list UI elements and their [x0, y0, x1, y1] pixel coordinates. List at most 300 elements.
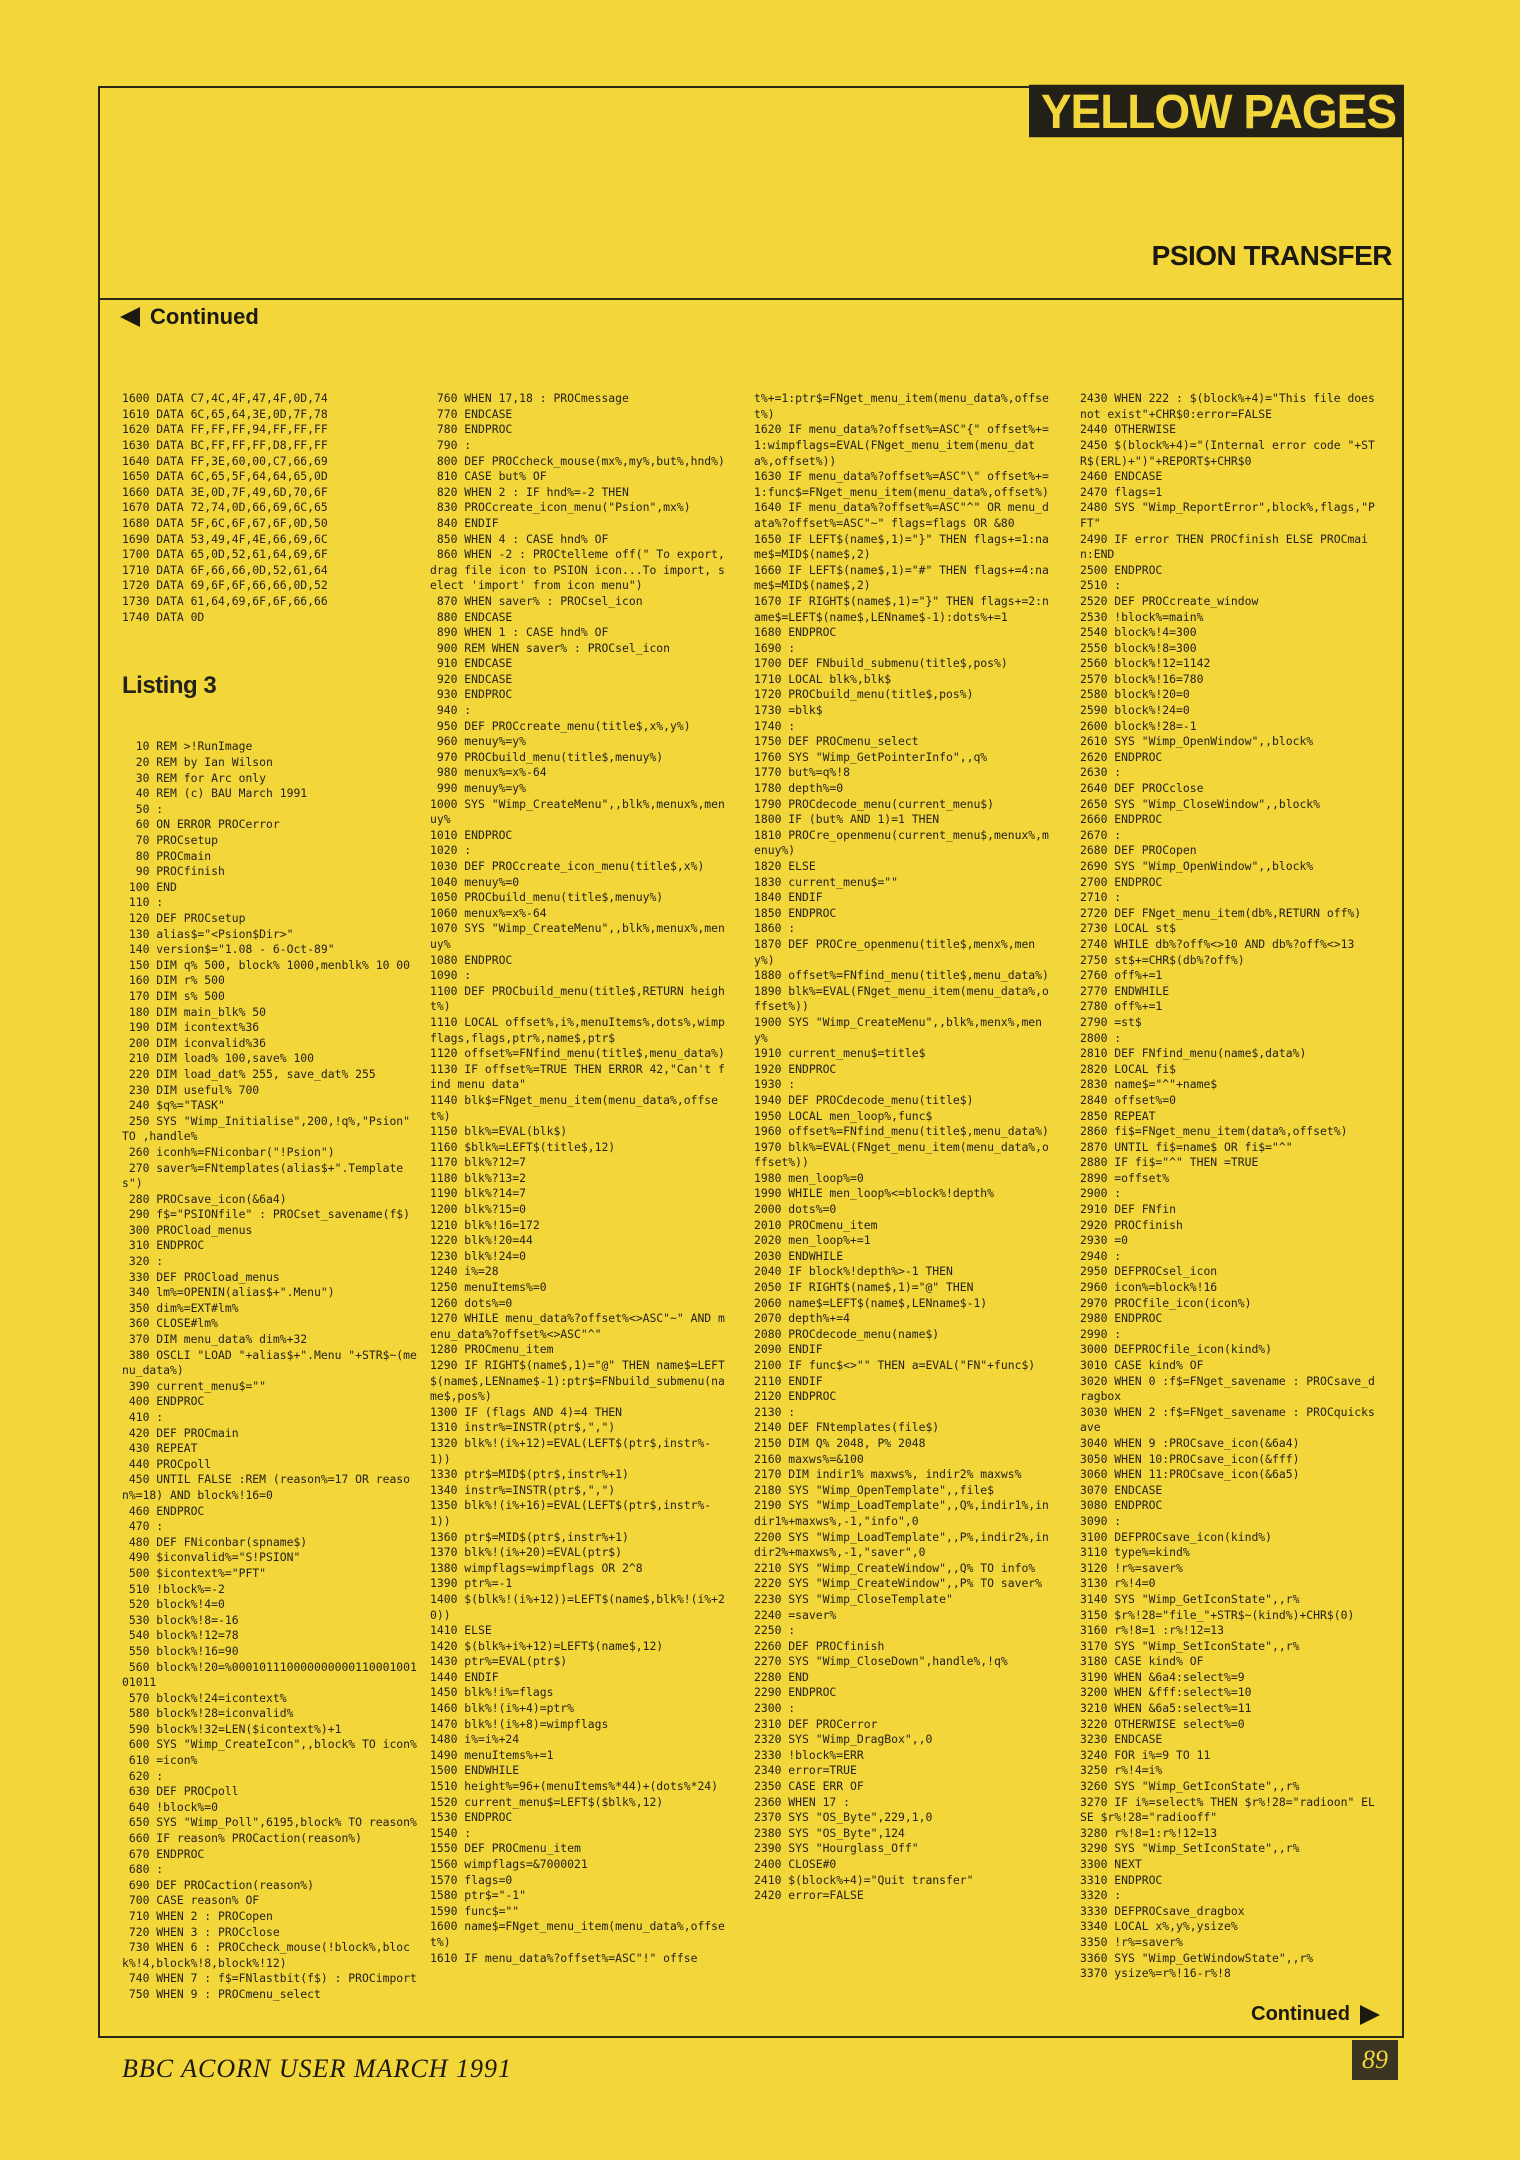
code-line: 1720 PROCbuild_menu(title$,pos%) [754, 687, 974, 702]
code-line: 430 REPEAT [122, 1441, 198, 1456]
continued-from-previous [120, 304, 259, 330]
code-line: 1770 but%=q%!8 [754, 765, 851, 780]
code-line: 2270 SYS "Wimp_CloseDown",handle%,!q% [754, 1654, 1008, 1669]
code-line: 1630 IF menu_data%?offset%=ASC"\" offset%+=1:func$=FNget_menu_item(menu_data%,offset%) [754, 469, 1049, 499]
code-line: 2950 DEFPROCsel_icon [1080, 1264, 1218, 1279]
code-line: 2040 IF block%!depth%>-1 THEN [754, 1264, 953, 1279]
code-line: 400 ENDPROC [122, 1394, 205, 1409]
code-line: 1420 $(blk%+i%+12)=LEFT$(name$,12) [430, 1638, 664, 1653]
code-line: 1470 blk%!(i%+8)=wimpflags [430, 1716, 609, 1731]
code-block-listing3 [122, 739, 418, 2002]
code-line: 1120 offset%=FNfind_menu(title$,menu_data%) [430, 1046, 725, 1061]
code-line: 210 DIM load% 100,save% 100 [122, 1051, 315, 1066]
code-line: 1450 blk%!i%=flags [430, 1685, 554, 1700]
code-line: 1740 : [754, 718, 796, 733]
code-line: 1060 menux%=x%-64 [430, 905, 547, 920]
code-line: 490 $iconvalid%="S!PSION" [122, 1550, 301, 1565]
code-line: 2360 WHEN 17 : [754, 1794, 851, 1809]
code-line: 2410 $(block%+4)="Quit transfer" [754, 1872, 974, 1887]
code-line: 2980 ENDPROC [1080, 1311, 1163, 1326]
code-line: 1370 blk%!(i%+20)=EVAL(ptr$) [430, 1545, 623, 1560]
code-line: 2600 block%!28=-1 [1080, 718, 1197, 733]
code-line: 1040 menuy%=0 [430, 874, 520, 889]
code-line: 2070 depth%+=4 [754, 1311, 851, 1326]
code-line: 2930 =0 [1080, 1233, 1129, 1248]
code-line: 2780 off%+=1 [1080, 999, 1163, 1014]
yellow-pages-tag: YELLOW PAGES [1029, 85, 1404, 138]
code-line: 1590 func$="" [430, 1903, 520, 1918]
code-line: 1890 blk%=EVAL(FNget_menu_item(menu_data%,offset%)) [754, 983, 1049, 1014]
code-line: 3150 $r%!28="file_"+STR$~(kind%)+CHR$(0) [1080, 1607, 1355, 1622]
code-line: 1050 PROCbuild_menu(title$,menuy%) [430, 890, 664, 905]
code-line: 3260 SYS "Wimp_GetIconState",,r% [1080, 1779, 1300, 1794]
code-line: 2330 !block%=ERR [754, 1747, 864, 1762]
code-line: 3300 NEXT [1080, 1857, 1142, 1871]
code-line: 3210 WHEN &6a5:select%=11 [1080, 1701, 1252, 1716]
code-line: 1730 =blk$ [754, 703, 823, 718]
code-line: 1160 $blk%=LEFT$(title$,12) [430, 1139, 616, 1154]
code-line: 1080 ENDPROC [430, 952, 513, 967]
code-line: 1530 ENDPROC [430, 1810, 513, 1825]
code-line: 1350 blk%!(i%+16)=EVAL(LEFT$(ptr$,instr%-1)) [430, 1498, 712, 1528]
code-line: 2340 error=TRUE [754, 1763, 857, 1778]
code-line: 3270 IF i%=select% THEN $r%!28="radioon" ELSE $r%!28="radiooff" [1080, 1794, 1375, 1825]
code-line: 1640 IF menu_data%?offset%=ASC"^" OR menu_data%?offset%=ASC"~" flags=flags OR &80 [754, 500, 1049, 530]
code-line: 2450 $(block%+4)="(Internal error code "+STR$(ERL)+")"+REPORT$+CHR$0 [1080, 437, 1375, 468]
code-line: 1650 IF LEFT$(name$,1)="}" THEN flags+=1:name$=MID$(name$,2) [754, 531, 1049, 562]
code-line: 2320 SYS "Wimp_DragBox",,0 [754, 1732, 933, 1747]
code-line: 2440 OTHERWISE [1080, 422, 1177, 437]
code-line: 390 current_menu$="" [122, 1378, 267, 1393]
code-line: 310 ENDPROC [122, 1238, 205, 1253]
code-line: 60 ON ERROR PROCerror [122, 817, 280, 832]
code-line: 2820 LOCAL fi$ [1080, 1061, 1177, 1076]
code-line: 470 : [122, 1519, 164, 1534]
code-line: 730 WHEN 6 : PROCcheck_mouse(!block%,block%!4,block%!8,block%!12) [122, 1940, 411, 1970]
code-line: 2370 SYS "OS_Byte",229,1,0 [754, 1810, 933, 1825]
code-line: 3330 DEFPROCsave_dragbox [1080, 1903, 1245, 1918]
continued-label-top: Continued [150, 304, 259, 329]
code-line: 850 WHEN 4 : CASE hnd% OF [430, 531, 609, 546]
code-line: 3010 CASE kind% OF [1080, 1358, 1204, 1372]
code-line: 790 : [430, 437, 472, 452]
code-line: 3370 ysize%=r%!16-r%!8 [1080, 1966, 1231, 1981]
code-line: t%+=1:ptr$=FNget_menu_item(menu_data%,offset%) [754, 391, 1049, 421]
code-line: 250 SYS "Wimp_Initialise",200,!q%,"Psion" TO ,handle% [122, 1113, 417, 1144]
code-line: 340 lm%=OPENIN(alias$+".Menu") [122, 1285, 335, 1300]
code-line: 3130 r%!4=0 [1080, 1576, 1156, 1591]
code-line: 1270 WHILE menu_data%?offset%<>ASC"~" AND menu_data%?offset%<>ASC"^" [430, 1311, 725, 1341]
code-line: 170 DIM s% 500 [122, 988, 225, 1003]
code-line: 90 PROCfinish [122, 864, 225, 879]
code-line: 1620 DATA FF,FF,FF,94,FF,FF,FF [122, 422, 328, 437]
code-line: 3280 r%!8=1:r%!12=13 [1080, 1825, 1218, 1840]
code-line: 630 DEF PROCpoll [122, 1784, 239, 1799]
code-line: 2530 !block%=main% [1080, 609, 1204, 624]
code-line: 3110 type%=kind% [1080, 1545, 1190, 1560]
code-block [430, 391, 732, 1966]
code-line: 350 dim%=EXT#lm% [122, 1300, 239, 1315]
code-line: 2800 : [1080, 1030, 1122, 1045]
code-line: 1030 DEF PROCcreate_icon_menu(title$,x%) [430, 859, 705, 873]
code-line: 1150 blk%=EVAL(blk$) [430, 1124, 568, 1139]
code-line: 1870 DEF PROCre_openmenu(title$,menx%,meny%) [754, 936, 1036, 967]
code-line: 1280 PROCmenu_item [430, 1342, 554, 1357]
code-line: 2170 DIM indir1% maxws%, indir2% maxws% [754, 1467, 1022, 1482]
code-line: 1340 instr%=INSTR(ptr$,",") [430, 1482, 616, 1497]
code-line: 2160 maxws%=&100 [754, 1451, 864, 1466]
code-column-1 [122, 360, 418, 2034]
code-line: 1190 blk%?14=7 [430, 1186, 527, 1201]
code-line: 520 block%!4=0 [122, 1597, 225, 1612]
code-line: 620 : [122, 1768, 164, 1783]
code-line: 300 PROCload_menus [122, 1222, 253, 1237]
code-line: 1180 blk%?13=2 [430, 1170, 527, 1185]
code-line: 1580 ptr$="-1" [430, 1888, 527, 1903]
code-block [754, 391, 1050, 1904]
code-line: 1800 IF (but% AND 1)=1 THEN [754, 812, 940, 827]
code-line: 910 ENDCASE [430, 656, 513, 671]
code-line: 2020 men_loop%+=1 [754, 1233, 871, 1248]
code-line: 1810 PROCre_openmenu(current_menu$,menux%,menuy%) [754, 827, 1049, 858]
code-line: 420 DEF PROCmain [122, 1425, 239, 1440]
code-line: 440 PROCpoll [122, 1456, 212, 1471]
code-line: 1760 SYS "Wimp_GetPointerInfo",,q% [754, 749, 988, 764]
code-line: 1250 menuItems%=0 [430, 1280, 547, 1295]
code-line: 1910 current_menu$=title$ [754, 1046, 926, 1061]
code-line: 410 : [122, 1410, 164, 1424]
code-line: 2460 ENDCASE [1080, 469, 1163, 484]
header-band [100, 83, 1402, 300]
code-column-4 [1080, 360, 1382, 2013]
code-line: 370 DIM menu_data% dim%+32 [122, 1332, 308, 1347]
code-line: 2870 UNTIL fi$=name$ OR fi$="^" [1080, 1139, 1293, 1154]
code-line: 2290 ENDPROC [754, 1685, 837, 1700]
code-line: 930 ENDPROC [430, 687, 513, 702]
code-line: 1980 men_loop%=0 [754, 1170, 864, 1185]
code-line: 2180 SYS "Wimp_OpenTemplate",,file$ [754, 1482, 995, 1497]
code-line: 2130 : [754, 1404, 796, 1419]
page-frame [98, 83, 1404, 2038]
code-line: 1540 : [430, 1825, 472, 1840]
code-line: 260 iconh%=FNiconbar("!Psion") [122, 1144, 335, 1159]
code-line: 3070 ENDCASE [1080, 1482, 1163, 1497]
code-line: 840 ENDIF [430, 515, 499, 530]
code-line: 970 PROCbuild_menu(title$,menuy%) [430, 749, 664, 764]
code-line: 2670 : [1080, 827, 1122, 842]
code-line: 2250 : [754, 1623, 796, 1638]
code-line: 1830 current_menu$="" [754, 874, 899, 889]
code-line: 2030 ENDWHILE [754, 1248, 844, 1263]
code-line: 1440 ENDIF [430, 1669, 499, 1684]
code-line: 640 !block%=0 [122, 1799, 219, 1814]
code-line: 1650 DATA 6C,65,5F,64,64,65,0D [122, 469, 328, 484]
code-line: 1710 LOCAL blk%,blk$ [754, 671, 892, 686]
code-line: 1600 DATA C7,4C,4F,47,4F,0D,74 [122, 391, 328, 406]
section-title: PSION TRANSFER [1151, 240, 1392, 271]
code-line: 2310 DEF PROCerror [754, 1716, 878, 1731]
code-line: 2790 =st$ [1080, 1014, 1142, 1029]
code-line: 1660 DATA 3E,0D,7F,49,6D,70,6F [122, 484, 328, 499]
code-line: 870 WHEN saver% : PROCsel_icon [430, 593, 643, 608]
code-line: 1260 dots%=0 [430, 1295, 513, 1310]
code-line: 1170 blk%?12=7 [430, 1155, 527, 1170]
code-line: 450 UNTIL FALSE :REM (reason%=17 OR reason%=18) AND block%!16=0 [122, 1472, 411, 1502]
code-line: 2500 ENDPROC [1080, 562, 1163, 577]
code-line: 3200 WHEN &fff:select%=10 [1080, 1685, 1252, 1700]
code-line: 3320 : [1080, 1888, 1122, 1903]
code-line: 3360 SYS "Wimp_GetWindowState",,r% [1080, 1950, 1314, 1965]
code-line: 1620 IF menu_data%?offset%=ASC"{" offset%+=1:wimpflags=EVAL(FNget_menu_item(menu_data%,offset%)) [754, 422, 1049, 468]
code-line: 3000 DEFPROCfile_icon(kind%) [1080, 1342, 1273, 1357]
code-line: 1930 : [754, 1077, 796, 1092]
code-line: 2690 SYS "Wimp_OpenWindow",,block% [1080, 859, 1314, 873]
code-line: 2710 : [1080, 890, 1122, 905]
code-line: 2660 ENDPROC [1080, 812, 1163, 827]
code-line: 2650 SYS "Wimp_CloseWindow",,block% [1080, 796, 1321, 811]
code-line: 140 version$="1.08 - 6-Oct-89" [122, 942, 335, 957]
listing-heading: Listing 3 [122, 672, 217, 700]
code-line: 2860 fi$=FNget_menu_item(data%,offset%) [1080, 1124, 1348, 1139]
code-line: 2630 : [1080, 765, 1122, 780]
code-line: 2060 name$=LEFT$(name$,LENname$-1) [754, 1295, 988, 1310]
code-line: 2430 WHEN 222 : $(block%+4)="This file does not exist"+CHR$0:error=FALSE [1080, 391, 1382, 421]
code-line: 2960 icon%=block%!16 [1080, 1280, 1218, 1295]
code-line: 1570 flags=0 [430, 1872, 513, 1887]
code-line: 3140 SYS "Wimp_GetIconState",,r% [1080, 1591, 1300, 1606]
code-line: 2420 error=FALSE [754, 1888, 864, 1903]
code-line: 2390 SYS "Hourglass_Off" [754, 1841, 919, 1856]
code-line: 3230 ENDCASE [1080, 1732, 1163, 1747]
code-line: 900 REM WHEN saver% : PROCsel_icon [430, 640, 671, 655]
code-line: 2770 ENDWHILE [1080, 983, 1170, 998]
code-line: 1210 blk%!16=172 [430, 1217, 540, 1232]
code-line: 460 ENDPROC [122, 1503, 205, 1518]
code-line: 690 DEF PROCaction(reason%) [122, 1877, 315, 1892]
code-line: 680 : [122, 1862, 164, 1877]
code-line: 2880 IF fi$="^" THEN =TRUE [1080, 1155, 1259, 1170]
code-line: 3090 : [1080, 1513, 1122, 1528]
code-line: 1380 wimpflags=wimpflags OR 2^8 [430, 1560, 643, 1575]
code-line: 1390 ptr%=-1 [430, 1576, 513, 1591]
code-line: 1330 ptr$=MID$(ptr$,instr%+1) [430, 1467, 629, 1482]
code-line: 2240 =saver% [754, 1607, 837, 1622]
code-line: 1000 SYS "Wimp_CreateMenu",,blk%,menux%,menuy% [430, 796, 725, 827]
code-line: 290 f$="PSIONfile" : PROCset_savename(f$) [122, 1207, 411, 1222]
code-line: 80 PROCmain [122, 848, 212, 863]
code-line: 1310 instr%=INSTR(ptr$,",") [430, 1420, 616, 1435]
code-line: 2970 PROCfile_icon(icon%) [1080, 1295, 1252, 1310]
code-line: 2620 ENDPROC [1080, 749, 1163, 764]
code-line: 760 WHEN 17,18 : PROCmessage [430, 391, 629, 406]
code-line: 120 DEF PROCsetup [122, 911, 246, 925]
code-line: 2940 : [1080, 1248, 1122, 1263]
code-line: 1500 ENDWHILE [430, 1763, 520, 1778]
code-line: 2190 SYS "Wimp_LoadTemplate",,Q%,indir1%,indir1%+maxws%,-1,"info",0 [754, 1498, 1049, 1528]
code-line: 1840 ENDIF [754, 890, 823, 905]
code-line: 830 PROCcreate_icon_menu("Psion",mx%) [430, 500, 691, 515]
code-line: 1630 DATA BC,FF,FF,FF,D8,FF,FF [122, 437, 328, 452]
code-line: 610 =icon% [122, 1753, 198, 1768]
code-line: 1220 blk%!20=44 [430, 1233, 533, 1248]
code-line: 130 alias$="<Psion$Dir>" [122, 926, 294, 941]
code-line: 1110 LOCAL offset%,i%,menuItems%,dots%,wimpflags,flags,ptr%,name$,ptr$ [430, 1014, 725, 1045]
code-line: 2610 SYS "Wimp_OpenWindow",,block% [1080, 734, 1314, 749]
code-line: 2100 IF func$<>"" THEN a=EVAL("FN"+func$) [754, 1358, 1036, 1372]
code-line: 270 saver%=FNtemplates(alias$+".Templates") [122, 1160, 404, 1191]
code-line: 1990 WHILE men_loop%<=block%!depth% [754, 1186, 995, 1201]
code-line: 1740 DATA 0D [122, 609, 205, 624]
code-line: 1240 i%=28 [430, 1264, 499, 1279]
code-line: 1730 DATA 61,64,69,6F,6F,66,66 [122, 593, 328, 608]
code-line: 200 DIM iconvalid%36 [122, 1035, 267, 1050]
code-line: 2110 ENDIF [754, 1373, 823, 1388]
code-line: 2840 offset%=0 [1080, 1092, 1177, 1107]
code-line: 2470 flags=1 [1080, 484, 1163, 499]
arrow-left-icon [120, 307, 140, 327]
code-line: 50 : [122, 801, 164, 816]
code-line: 190 DIM icontext%36 [122, 1020, 260, 1035]
continued-on-next [1251, 2003, 1380, 2026]
code-line: 2730 LOCAL st$ [1080, 921, 1177, 936]
code-line: 530 block%!8=-16 [122, 1612, 239, 1627]
code-line: 2200 SYS "Wimp_LoadTemplate",,P%,indir2%,indir2%+maxws%,-1,"saver",0 [754, 1529, 1049, 1560]
code-line: 2570 block%!16=780 [1080, 671, 1204, 686]
code-line: 2510 : [1080, 578, 1122, 593]
code-line: 1920 ENDPROC [754, 1061, 837, 1076]
code-line: 1970 blk%=EVAL(FNget_menu_item(menu_data%,offset%)) [754, 1139, 1049, 1170]
code-line: 3160 r%!8=1 :r%!12=13 [1080, 1623, 1225, 1638]
code-line: 1510 height%=96+(menuItems%*44)+(dots%*24) [430, 1779, 719, 1794]
code-line: 2640 DEF PROCclose [1080, 781, 1204, 796]
code-line: 1300 IF (flags AND 4)=4 THEN [430, 1404, 623, 1419]
code-block [1080, 391, 1382, 1982]
code-line: 2540 block%!4=300 [1080, 625, 1197, 640]
code-line: 570 block%!24=icontext% [122, 1690, 287, 1705]
code-line: 940 : [430, 703, 472, 718]
code-line: 1200 blk%?15=0 [430, 1202, 527, 1217]
code-line: 1290 IF RIGHT$(name$,1)="@" THEN name$=LEFT$(name$,LENname$-1):ptr$=FNbuild_submenu(name$,pos%) [430, 1358, 725, 1404]
code-line: 3080 ENDPROC [1080, 1498, 1163, 1513]
code-line: 890 WHEN 1 : CASE hnd% OF [430, 625, 609, 640]
code-line: 720 WHEN 3 : PROCclose [122, 1924, 280, 1939]
code-line: 2010 PROCmenu_item [754, 1217, 878, 1232]
code-line: 1360 ptr$=MID$(ptr$,instr%+1) [430, 1529, 629, 1544]
code-line: 2220 SYS "Wimp_CreateWindow",,P% TO saver% [754, 1576, 1043, 1591]
code-line: 1610 IF menu_data%?offset%=ASC"!" offse [430, 1950, 698, 1965]
code-line: 1130 IF offset%=TRUE THEN ERROR 42,"Can't find menu data" [430, 1061, 725, 1092]
code-line: 100 END [122, 879, 177, 894]
code-line: 2300 : [754, 1701, 796, 1716]
code-line: 2380 SYS "OS_Byte",124 [754, 1825, 905, 1840]
code-line: 150 DIM q% 500, block% 1000,menblk% 10 00 [122, 957, 411, 972]
code-line: 1720 DATA 69,6F,6F,66,66,0D,52 [122, 578, 328, 593]
code-line: 2080 PROCdecode_menu(name$) [754, 1326, 940, 1341]
code-line: 2590 block%!24=0 [1080, 703, 1190, 718]
code-line: 1700 DATA 65,0D,52,61,64,69,6F [122, 547, 328, 562]
code-line: 2280 END [754, 1669, 809, 1684]
code-line: 860 WHEN -2 : PROCtelleme off(" To export, drag file icon to PSION icon...To import, select 'import' from icon menu") [430, 547, 732, 593]
code-line: 3220 OTHERWISE select%=0 [1080, 1716, 1245, 1731]
code-line: 2850 REPEAT [1080, 1108, 1156, 1123]
code-line: 360 CLOSE#lm% [122, 1316, 219, 1331]
code-line: 3120 !r%=saver% [1080, 1560, 1183, 1575]
code-line: 820 WHEN 2 : IF hnd%=-2 THEN [430, 484, 629, 499]
code-line: 1010 ENDPROC [430, 827, 513, 842]
code-line: 110 : [122, 895, 164, 910]
code-line: 1560 wimpflags=&7000021 [430, 1857, 588, 1871]
code-line: 160 DIM r% 500 [122, 973, 225, 988]
code-line: 1790 PROCdecode_menu(current_menu$) [754, 796, 995, 811]
code-line: 2720 DEF FNget_menu_item(db%,RETURN off%) [1080, 905, 1362, 920]
code-line: 1710 DATA 6F,66,66,0D,52,61,64 [122, 562, 328, 577]
code-line: 3350 !r%=saver% [1080, 1934, 1183, 1949]
code-line: 500 $icontext%="PFT" [122, 1565, 267, 1580]
code-line: 2700 ENDPROC [1080, 874, 1163, 889]
code-line: 3180 CASE kind% OF [1080, 1654, 1204, 1669]
code-line: 1020 : [430, 843, 472, 858]
code-line: 550 block%!16=90 [122, 1643, 239, 1658]
code-line: 10 REM >!RunImage [122, 739, 253, 754]
code-line: 2260 DEF PROCfinish [754, 1638, 885, 1653]
code-line: 920 ENDCASE [430, 671, 513, 686]
code-line: 2230 SYS "Wimp_CloseTemplate" [754, 1591, 953, 1606]
code-line: 1610 DATA 6C,65,64,3E,0D,7F,78 [122, 406, 328, 421]
code-line: 950 DEF PROCcreate_menu(title$,x%,y%) [430, 718, 691, 733]
code-line: 580 block%!28=iconvalid% [122, 1706, 294, 1721]
code-line: 2750 st$+=CHR$(db%?off%) [1080, 952, 1245, 967]
code-line: 1320 blk%!(i%+12)=EVAL(LEFT$(ptr$,instr%-1)) [430, 1435, 712, 1466]
footer-magazine: BBC ACORN USER MARCH 1991 [122, 2054, 512, 2083]
code-line: 710 WHEN 2 : PROCopen [122, 1909, 273, 1923]
code-line: 1520 current_menu$=LEFT$($blk%,12) [430, 1794, 664, 1809]
code-line: 230 DIM useful% 700 [122, 1082, 260, 1097]
code-line: 3340 LOCAL x%,y%,ysize% [1080, 1919, 1238, 1934]
code-line: 600 SYS "Wimp_CreateIcon",,block% TO icon% [122, 1737, 417, 1752]
code-line: 2000 dots%=0 [754, 1202, 837, 1217]
code-line: 1680 ENDPROC [754, 625, 837, 640]
code-line: 670 ENDPROC [122, 1846, 205, 1861]
code-line: 2740 WHILE db%?off%<>10 AND db%?off%<>13 [1080, 936, 1355, 951]
code-line: 560 block%!20=%00010111000000000011000100101011 [122, 1659, 417, 1690]
page-number: 89 [1352, 2040, 1398, 2080]
code-line: 2810 DEF FNfind_menu(name$,data%) [1080, 1046, 1307, 1061]
code-line: 990 menuy%=y% [430, 781, 527, 796]
arrow-right-icon [1360, 2005, 1380, 2025]
code-line: 660 IF reason% PROCaction(reason%) [122, 1831, 363, 1846]
continued-label-bottom: Continued [1251, 2003, 1350, 2025]
code-line: 3250 r%!4=i% [1080, 1763, 1163, 1778]
code-line: 880 ENDCASE [430, 609, 513, 624]
code-line: 1860 : [754, 921, 796, 936]
code-line: 2920 PROCfinish [1080, 1217, 1183, 1232]
code-line: 980 menux%=x%-64 [430, 765, 547, 780]
code-line: 960 menuy%=y% [430, 734, 527, 749]
code-line: 1950 LOCAL men_loop%,func$ [754, 1108, 933, 1123]
code-line: 1140 blk$=FNget_menu_item(menu_data%,offset%) [430, 1092, 719, 1123]
code-line: 3050 WHEN 10:PROCsave_icon(&fff) [1080, 1451, 1300, 1466]
code-line: 2050 IF RIGHT$(name$,1)="@" THEN [754, 1280, 974, 1295]
code-line: 2580 block%!20=0 [1080, 687, 1190, 702]
code-line: 590 block%!32=LEN($icontext%)+1 [122, 1721, 342, 1736]
code-line: 220 DIM load_dat% 255, save_dat% 255 [122, 1066, 376, 1081]
code-line: 540 block%!12=78 [122, 1628, 239, 1643]
code-line: 2910 DEF FNfin [1080, 1202, 1177, 1217]
code-line: 3100 DEFPROCsave_icon(kind%) [1080, 1529, 1273, 1544]
code-line: 1230 blk%!24=0 [430, 1248, 527, 1263]
code-line: 240 $q%="TASK" [122, 1098, 225, 1113]
code-line: 3310 ENDPROC [1080, 1872, 1163, 1887]
